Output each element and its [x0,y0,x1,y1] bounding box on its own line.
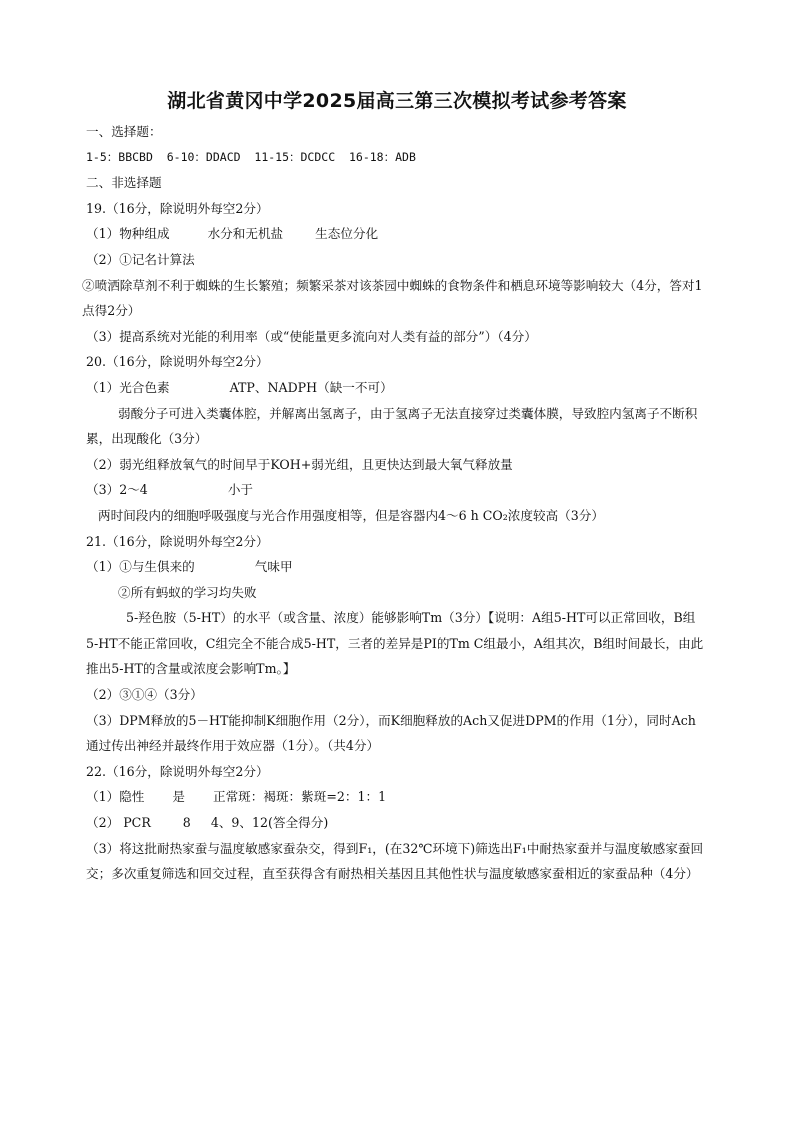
answer-content [82,119,706,887]
q19-answer-1b: 水分和无机盐 [207,226,284,242]
q22-answer-2a: （2） PCR [86,815,151,831]
q22-answer-1c: 正常斑：褐斑：紫斑=2：1：1 [212,789,387,805]
q19-part2: （2）①记名计算法 [86,251,195,267]
q22-answer-1b: 是 [172,789,185,805]
q21-header: 21.（16分，除说明外每空2分） [86,533,269,549]
page-title: 湖北省黄冈中学2025届高三第三次模拟考试参考答案 [167,90,627,112]
q22-answer-1a: （1）隐性 [86,789,145,805]
q21-answer-1d: 5-羟色胺（5-HT）的水平（或含量、浓度）能够影响Tm（3分）【说明：A组5-HT可以正常回收，B组5-HT不能正常回收，C组完全不能合成5-HT，三者的差异是PI的Tm C组最小，A组其次，B组时间最长，由此推出5-HT的含量或浓度会影响Tm。】 [86,610,704,677]
q20-answer-3a: （3）2～4 [86,482,148,498]
q21-part2: （2）③①④（3分） [86,687,203,703]
q20-part2: （2）弱光组释放氧气的时间早于KOH+弱光组，且更快达到最大氧气释放量 [86,456,513,472]
q19-part2-2: ②喷洒除草剂不利于蜘蛛的生长繁殖；频繁采茶对该茶园中蜘蛛的食物条件和栖息环境等影响较大（4分，答对1点得2分） [82,277,703,319]
choice-answers: 1-5：BBCBD 6-10：DDACD 11-15：DCDCC 16-18：ADB [86,149,416,164]
q19-part3: （3）提高系统对光能的利用率（或“使能量更多流向对人类有益的部分”）（4分） [86,328,537,344]
q20-part3 [86,477,706,503]
q20-header: 20.（16分，除说明外每空2分） [86,354,269,370]
q20-answer-1b: ATP、NADPH（缺一不可） [229,379,393,395]
q19-answer-1c: 生态位分化 [315,226,379,242]
q20-part1 [86,375,706,401]
q22-part1 [86,784,706,810]
q20-answer-1c: 弱酸分子可进入类囊体腔，并解离出氢离子，由于氢离子无法直接穿过类囊体膜，导致腔内氢离子不断积累，出现酸化（3分） [86,405,698,447]
nonchoice-heading: 二、非选择题 [86,175,162,191]
q21-answer-1b: 气味甲 [254,559,293,575]
q21-part3: （3）DPM释放的5－HT能抑制K细胞作用（2分），而K细胞释放的Ach又促进DPM的作用（1分），同时Ach通过传出神经并最终作用于效应器（1分）。（共4分） [86,712,696,754]
q21-part1 [86,554,706,580]
q22-answer-2b: 8 [182,815,191,831]
q22-answer-2c: 4、9、12(答全得分) [210,815,329,831]
q19-part1 [86,221,706,247]
q20-answer-3b: 小于 [227,482,254,498]
q21-answer-1c: ②所有蚂蚁的学习均失败 [118,584,257,600]
q22-part3: （3）将这批耐热家蚕与温度敏感家蚕杂交，得到F₁，(在32℃环境下)筛选出F₁中耐热家蚕并与温度敏感家蚕回交；多次重复筛选和回交过程，直至获得含有耐热相关基因且其他性状与温度敏感家蚕相近的家蚕品种（4分） [86,840,704,882]
q22-part2 [86,810,706,836]
q20-answer-1a: （1）光合色素 [86,379,170,395]
q21-answer-1a: （1）①与生俱来的 [86,559,195,575]
q19-header: 19.（16分，除说明外每空2分） [86,200,269,216]
q20-answer-3c: 两时间段内的细胞呼吸强度与光合作用强度相等，但是容器内4～6 h CO₂浓度较高（3分） [98,507,604,523]
q19-answer-1a: （1）物种组成 [86,226,170,242]
choice-heading: 一、选择题： [86,124,162,139]
q22-header: 22.（16分，除说明外每空2分） [86,763,269,779]
